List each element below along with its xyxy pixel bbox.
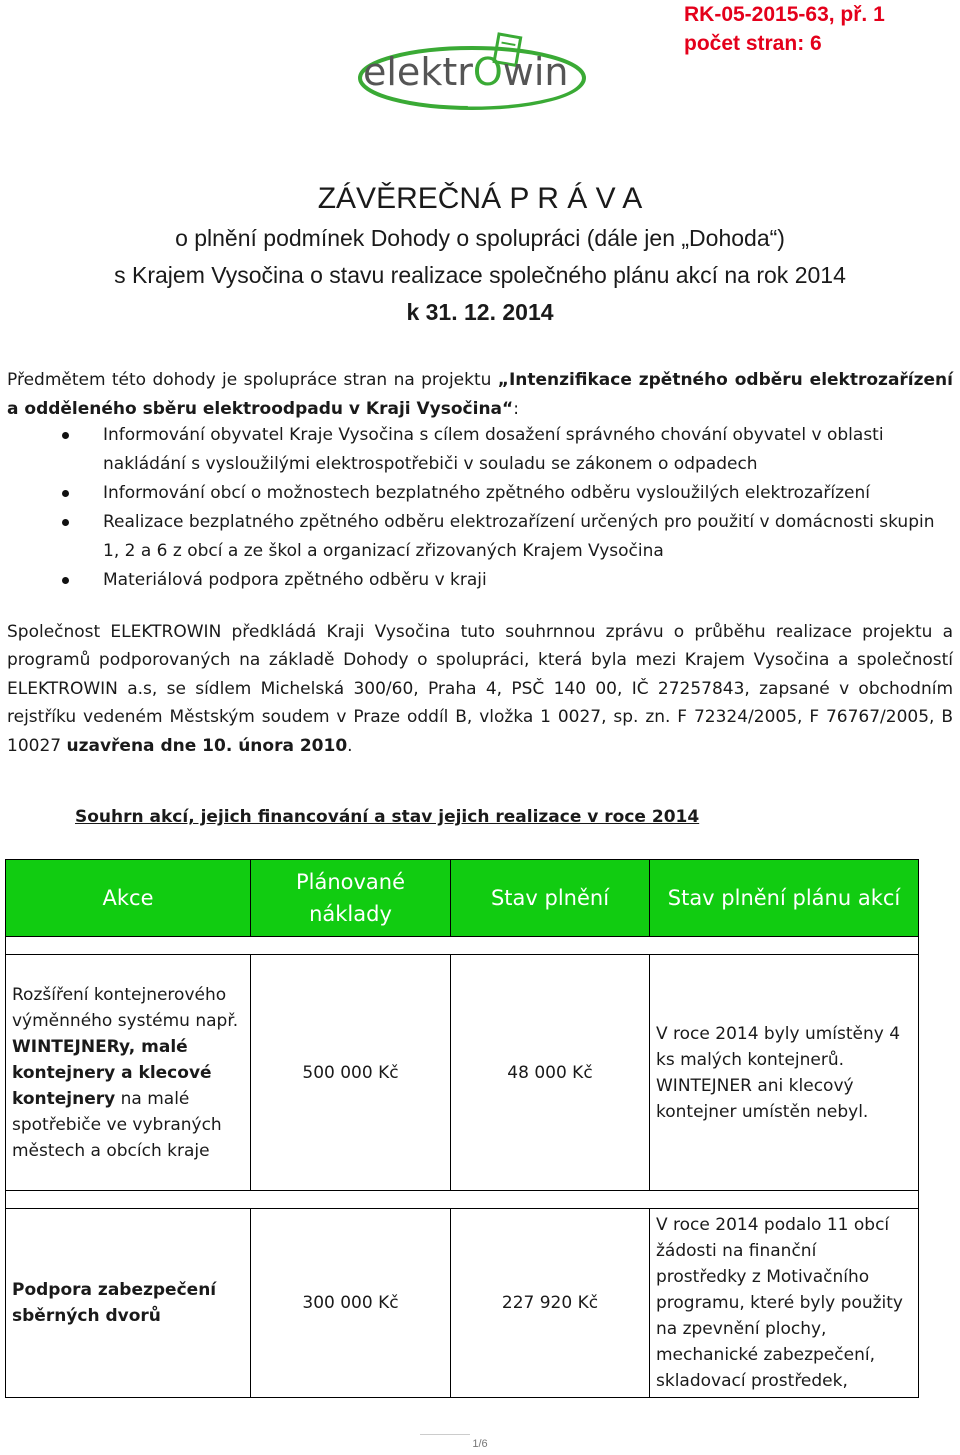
intro-lead: Předmětem této dohody je spolupráce stran na projektu [7, 370, 498, 390]
table-spacer [6, 937, 919, 955]
objectives-list [62, 421, 954, 595]
list-item: Realizace bezplatného zpětného odběru elektrozařízení určených pro použití v domácnosti skupin 1, 2 a 6 z obcí a ze škol a organizací zřizovaných Krajem Vysočina [62, 508, 954, 566]
title-block [0, 178, 960, 331]
agreement-date: uzavřena dne 10. února 2010 [66, 735, 348, 756]
cell-status: V roce 2014 podalo 11 obcí žádosti na finanční prostředky z Motivačního programu, které byly použity na zpevnění plochy, mechanické zabezpečení, skladovací prostředek, [650, 1209, 919, 1398]
footer-divider [420, 1434, 470, 1435]
actions-table [5, 859, 919, 1398]
cell-actual: 48 000 Kč [451, 955, 650, 1191]
page-count: počet stran: 6 [684, 32, 822, 55]
list-item: Informování obcí o možnostech bezplatného zpětného odběru vysloužilých elektrozařízení [62, 479, 954, 508]
title-subtitle-2: s Krajem Vysočina o stavu realizace společného plánu akcí na rok 2014 [114, 262, 846, 288]
section-heading: Souhrn akcí, jejich financování a stav jejich realizace v roce 2014 [75, 807, 700, 827]
header-planned-costs: Plánované náklady [251, 860, 451, 937]
doc-ref-number: RK-05-2015-63, př. 1 [684, 3, 885, 26]
header-akce: Akce [6, 860, 251, 937]
cell-action: Podpora zabezpečení sběrných dvorů [6, 1209, 251, 1398]
summary-paragraph [7, 618, 953, 760]
summary-end: . [347, 735, 353, 756]
list-item: Materiálová podpora zpětného odběru v kraji [62, 566, 954, 595]
intro-colon: : [513, 399, 519, 419]
cell-status: V roce 2014 byly umístěny 4 ks malých kontejnerů. WINTEJNER ani klecový kontejner umístěn nebyl. [650, 955, 919, 1191]
cell-planned: 500 000 Kč [251, 955, 451, 1191]
summary-text: Společnost ELEKTROWIN předkládá Kraji Vysočina tuto souhrnnou zprávu o průběhu realizace projektu a programů podporovaných na základě Dohody o spolupráci, která byla mezi Krajem Vysočina a společností ELEKTROWIN a.s, se sídlem Michelská 300/60, Praha 4, PSČ 140 00, IČ 27257843, zapsané v obchodním rejstříku vedeném Městským soudem v Praze oddíl B, vložka 1 0027, sp. zn. F 72324/2005, F 76767/2005, B 10027 [7, 622, 953, 756]
title-date: k 31. 12. 2014 [406, 299, 554, 325]
page-number: 1/6 [472, 1438, 488, 1450]
cell-action: Rozšíření kontejnerového výměnného systému např. WINTEJNERy, malé kontejnery a klecové kontejnery na malé spotřebiče ve vybraných městech a obcích kraje [6, 955, 251, 1191]
elektrowin-logo [355, 28, 590, 118]
cell-actual: 227 920 Kč [451, 1209, 650, 1398]
table-row [6, 955, 919, 1191]
table-header-row [6, 860, 919, 937]
document-reference [684, 0, 960, 58]
table-spacer [6, 1191, 919, 1209]
intro-paragraph [7, 366, 953, 424]
logo-wordmark: elektrOwin [363, 50, 569, 94]
page-title: ZÁVĚREČNÁ P R Á V A [317, 182, 643, 215]
header-status: Stav plnění [451, 860, 650, 937]
header-plan-status: Stav plnění plánu akcí [650, 860, 919, 937]
title-subtitle-1: o plnění podmínek Dohody o spolupráci (dále jen „Dohoda“) [175, 225, 785, 251]
list-item: Informování obyvatel Kraje Vysočina s cílem dosažení správného chování obyvatel v oblasti nakládání s vysloužilými elektrospotřebiči v souladu se zákonem o odpadech [62, 421, 954, 479]
project-name: „Intenzifikace zpětného odběru elektrozařízení a odděleného sběru elektroodpadu v Kraji Vysočina“ [7, 370, 953, 419]
cell-planned: 300 000 Kč [251, 1209, 451, 1398]
table-row [6, 1209, 919, 1398]
